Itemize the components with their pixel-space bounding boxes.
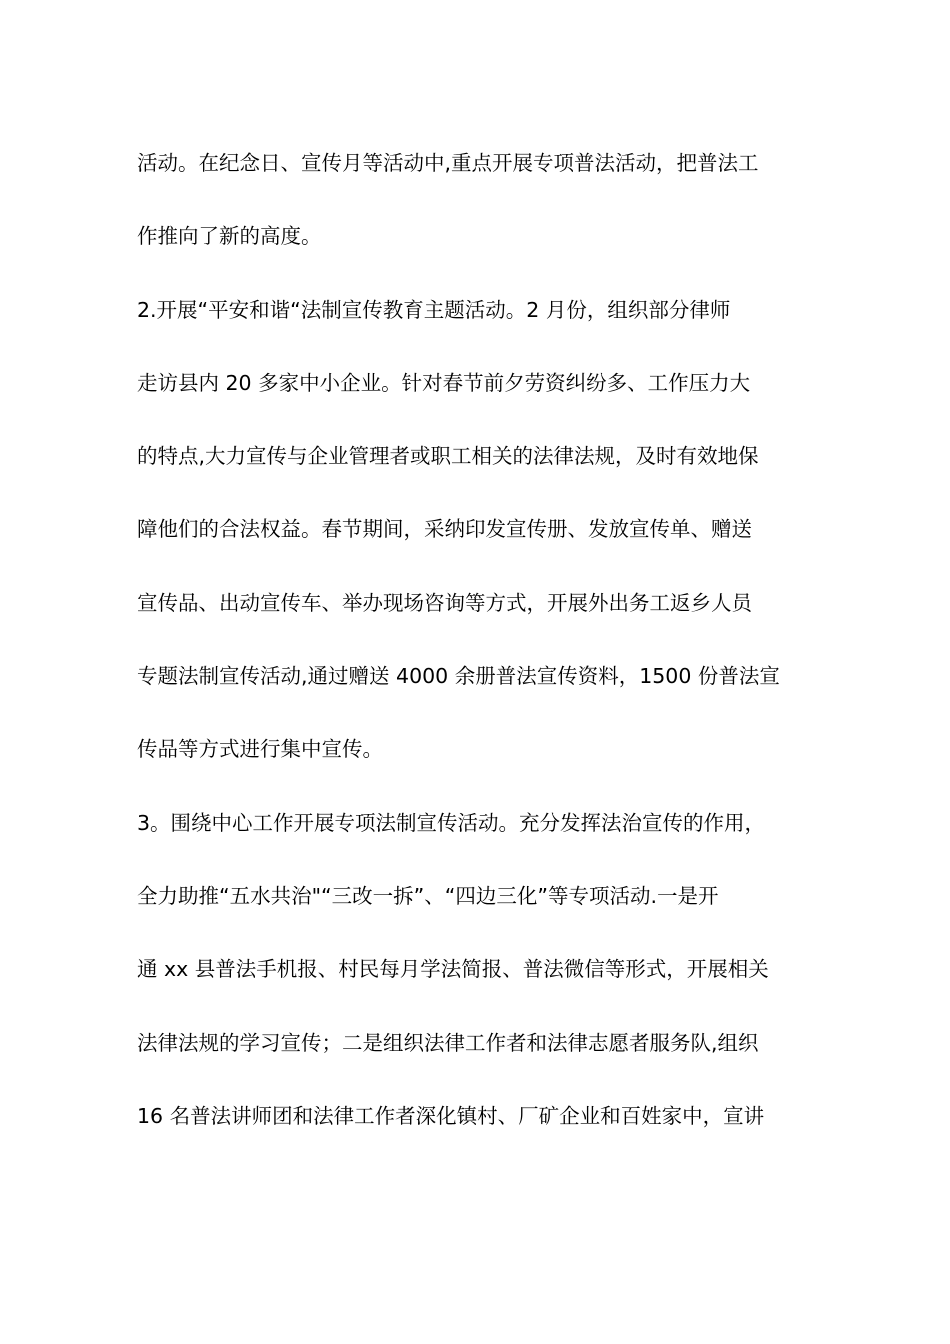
text-line: 通 xx 县普法手机报、村民每月学法简报、普法微信等形式，开展相关: [137, 957, 769, 982]
text-line: 作推向了新的高度。: [137, 224, 322, 249]
text-line: 3。围绕中心工作开展专项法制宣传活动。充分发挥法治宣传的作用，: [137, 810, 766, 835]
text-line: 宣传品、出动宣传车、举办现场咨询等方式，开展外出务工返乡人员: [137, 590, 752, 615]
text-line: 的特点,大力宣传与企业管理者或职工相关的法律法规，及时有效地保: [137, 444, 759, 469]
text-line: 传品等方式进行集中宣传。: [137, 737, 383, 762]
text-line: 全力助推“五水共治"“三改一拆”、“四边三化”等专项活动.一是开: [137, 883, 719, 908]
document-body: [137, 135, 837, 1161]
text-line: 专题法制宣传活动,通过赠送 4000 余册普法宣传资料，1500 份普法宣: [137, 664, 780, 689]
text-line: 障他们的合法权益。春节期间，采纳印发宣传册、发放宣传单、赠送: [137, 517, 752, 542]
text-line: 法律法规的学习宣传；二是组织法律工作者和法律志愿者服务队,组织: [137, 1030, 759, 1055]
text-line: 2.开展“平安和谐“法制宣传教育主题活动。2 月份，组织部分律师: [137, 297, 731, 322]
text-line: 活动。在纪念日、宣传月等活动中,重点开展专项普法活动，把普法工: [137, 151, 759, 175]
text-line: 16 名普法讲师团和法律工作者深化镇村、厂矿企业和百姓家中，宣讲: [137, 1103, 765, 1128]
text-line: 走访县内 20 多家中小企业。针对春节前夕劳资纠纷多、工作压力大: [137, 370, 751, 395]
